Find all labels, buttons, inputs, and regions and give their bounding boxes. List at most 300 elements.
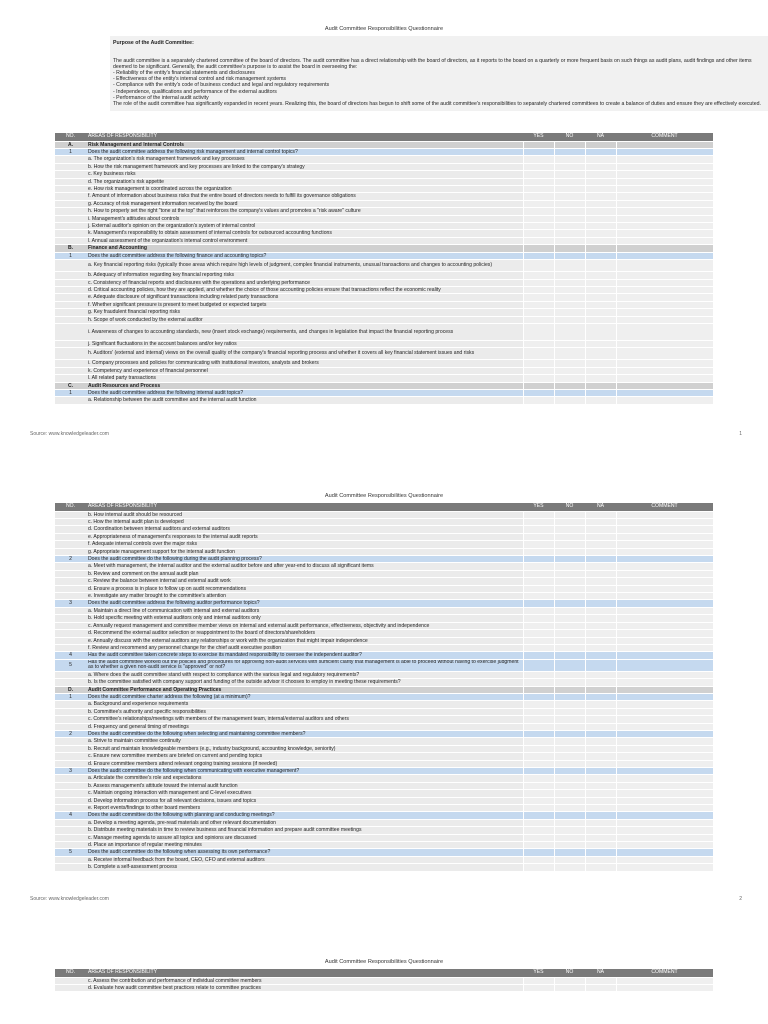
no-cell[interactable] <box>554 849 585 856</box>
na-cell[interactable] <box>585 316 616 323</box>
comment-cell[interactable] <box>616 171 713 178</box>
comment-cell[interactable] <box>616 730 713 737</box>
no-cell[interactable] <box>554 382 585 389</box>
no-cell[interactable] <box>554 797 585 804</box>
no-cell[interactable] <box>554 790 585 797</box>
na-cell[interactable] <box>585 745 616 752</box>
na-cell[interactable] <box>585 782 616 789</box>
yes-cell[interactable] <box>523 533 554 540</box>
no-cell[interactable] <box>554 745 585 752</box>
yes-cell[interactable] <box>523 252 554 259</box>
yes-cell[interactable] <box>523 245 554 252</box>
comment-cell[interactable] <box>616 348 713 360</box>
comment-cell[interactable] <box>616 812 713 819</box>
no-cell[interactable] <box>554 178 585 185</box>
no-cell[interactable] <box>554 768 585 775</box>
comment-cell[interactable] <box>616 570 713 577</box>
na-cell[interactable] <box>585 375 616 382</box>
yes-cell[interactable] <box>523 570 554 577</box>
comment-cell[interactable] <box>616 541 713 548</box>
comment-cell[interactable] <box>616 563 713 570</box>
na-cell[interactable] <box>585 526 616 533</box>
na-cell[interactable] <box>585 223 616 230</box>
comment-cell[interactable] <box>616 679 713 686</box>
na-cell[interactable] <box>585 600 616 607</box>
na-cell[interactable] <box>585 272 616 279</box>
no-cell[interactable] <box>554 600 585 607</box>
yes-cell[interactable] <box>523 272 554 279</box>
na-cell[interactable] <box>585 856 616 863</box>
comment-cell[interactable] <box>616 686 713 693</box>
na-cell[interactable] <box>585 340 616 347</box>
no-cell[interactable] <box>554 977 585 984</box>
na-cell[interactable] <box>585 163 616 170</box>
comment-cell[interactable] <box>616 245 713 252</box>
yes-cell[interactable] <box>523 367 554 374</box>
no-cell[interactable] <box>554 812 585 819</box>
no-cell[interactable] <box>554 842 585 849</box>
comment-cell[interactable] <box>616 223 713 230</box>
na-cell[interactable] <box>585 716 616 723</box>
comment-cell[interactable] <box>616 585 713 592</box>
na-cell[interactable] <box>585 977 616 984</box>
na-cell[interactable] <box>585 519 616 526</box>
comment-cell[interactable] <box>616 622 713 629</box>
no-cell[interactable] <box>554 533 585 540</box>
no-cell[interactable] <box>554 556 585 563</box>
yes-cell[interactable] <box>523 805 554 812</box>
comment-cell[interactable] <box>616 178 713 185</box>
yes-cell[interactable] <box>523 541 554 548</box>
comment-cell[interactable] <box>616 375 713 382</box>
na-cell[interactable] <box>585 730 616 737</box>
no-cell[interactable] <box>554 834 585 841</box>
yes-cell[interactable] <box>523 790 554 797</box>
na-cell[interactable] <box>585 186 616 193</box>
na-cell[interactable] <box>585 768 616 775</box>
na-cell[interactable] <box>585 812 616 819</box>
yes-cell[interactable] <box>523 186 554 193</box>
comment-cell[interactable] <box>616 708 713 715</box>
na-cell[interactable] <box>585 252 616 259</box>
no-cell[interactable] <box>554 316 585 323</box>
yes-cell[interactable] <box>523 149 554 156</box>
comment-cell[interactable] <box>616 760 713 767</box>
comment-cell[interactable] <box>616 768 713 775</box>
comment-cell[interactable] <box>616 716 713 723</box>
comment-cell[interactable] <box>616 775 713 782</box>
na-cell[interactable] <box>585 659 616 671</box>
na-cell[interactable] <box>585 797 616 804</box>
comment-cell[interactable] <box>616 842 713 849</box>
no-cell[interactable] <box>554 526 585 533</box>
no-cell[interactable] <box>554 260 585 272</box>
yes-cell[interactable] <box>523 294 554 301</box>
yes-cell[interactable] <box>523 775 554 782</box>
no-cell[interactable] <box>554 208 585 215</box>
yes-cell[interactable] <box>523 659 554 671</box>
na-cell[interactable] <box>585 309 616 316</box>
no-cell[interactable] <box>554 171 585 178</box>
yes-cell[interactable] <box>523 286 554 293</box>
comment-cell[interactable] <box>616 652 713 659</box>
yes-cell[interactable] <box>523 178 554 185</box>
na-cell[interactable] <box>585 245 616 252</box>
no-cell[interactable] <box>554 730 585 737</box>
na-cell[interactable] <box>585 593 616 600</box>
yes-cell[interactable] <box>523 686 554 693</box>
no-cell[interactable] <box>554 230 585 237</box>
comment-cell[interactable] <box>616 286 713 293</box>
yes-cell[interactable] <box>523 693 554 700</box>
yes-cell[interactable] <box>523 637 554 644</box>
na-cell[interactable] <box>585 389 616 396</box>
na-cell[interactable] <box>585 864 616 871</box>
yes-cell[interactable] <box>523 511 554 518</box>
comment-cell[interactable] <box>616 985 713 992</box>
comment-cell[interactable] <box>616 526 713 533</box>
yes-cell[interactable] <box>523 768 554 775</box>
yes-cell[interactable] <box>523 556 554 563</box>
na-cell[interactable] <box>585 279 616 286</box>
no-cell[interactable] <box>554 864 585 871</box>
na-cell[interactable] <box>585 637 616 644</box>
no-cell[interactable] <box>554 397 585 404</box>
no-cell[interactable] <box>554 659 585 671</box>
yes-cell[interactable] <box>523 563 554 570</box>
comment-cell[interactable] <box>616 237 713 244</box>
na-cell[interactable] <box>585 382 616 389</box>
yes-cell[interactable] <box>523 856 554 863</box>
no-cell[interactable] <box>554 193 585 200</box>
na-cell[interactable] <box>585 607 616 614</box>
comment-cell[interactable] <box>616 186 713 193</box>
comment-cell[interactable] <box>616 382 713 389</box>
na-cell[interactable] <box>585 230 616 237</box>
no-cell[interactable] <box>554 340 585 347</box>
na-cell[interactable] <box>585 301 616 308</box>
no-cell[interactable] <box>554 593 585 600</box>
comment-cell[interactable] <box>616 790 713 797</box>
no-cell[interactable] <box>554 186 585 193</box>
yes-cell[interactable] <box>523 864 554 871</box>
na-cell[interactable] <box>585 323 616 340</box>
comment-cell[interactable] <box>616 849 713 856</box>
no-cell[interactable] <box>554 548 585 555</box>
comment-cell[interactable] <box>616 819 713 826</box>
comment-cell[interactable] <box>616 977 713 984</box>
no-cell[interactable] <box>554 708 585 715</box>
comment-cell[interactable] <box>616 252 713 259</box>
no-cell[interactable] <box>554 156 585 163</box>
na-cell[interactable] <box>585 171 616 178</box>
yes-cell[interactable] <box>523 985 554 992</box>
comment-cell[interactable] <box>616 659 713 671</box>
comment-cell[interactable] <box>616 309 713 316</box>
na-cell[interactable] <box>585 693 616 700</box>
na-cell[interactable] <box>585 397 616 404</box>
comment-cell[interactable] <box>616 671 713 678</box>
yes-cell[interactable] <box>523 593 554 600</box>
no-cell[interactable] <box>554 301 585 308</box>
na-cell[interactable] <box>585 200 616 207</box>
no-cell[interactable] <box>554 309 585 316</box>
na-cell[interactable] <box>585 193 616 200</box>
no-cell[interactable] <box>554 738 585 745</box>
no-cell[interactable] <box>554 200 585 207</box>
comment-cell[interactable] <box>616 316 713 323</box>
no-cell[interactable] <box>554 827 585 834</box>
na-cell[interactable] <box>585 294 616 301</box>
no-cell[interactable] <box>554 375 585 382</box>
comment-cell[interactable] <box>616 389 713 396</box>
comment-cell[interactable] <box>616 782 713 789</box>
na-cell[interactable] <box>585 286 616 293</box>
comment-cell[interactable] <box>616 864 713 871</box>
yes-cell[interactable] <box>523 600 554 607</box>
na-cell[interactable] <box>585 775 616 782</box>
no-cell[interactable] <box>554 141 585 148</box>
na-cell[interactable] <box>585 348 616 360</box>
yes-cell[interactable] <box>523 585 554 592</box>
yes-cell[interactable] <box>523 397 554 404</box>
comment-cell[interactable] <box>616 340 713 347</box>
no-cell[interactable] <box>554 637 585 644</box>
yes-cell[interactable] <box>523 223 554 230</box>
yes-cell[interactable] <box>523 375 554 382</box>
na-cell[interactable] <box>585 548 616 555</box>
na-cell[interactable] <box>585 511 616 518</box>
yes-cell[interactable] <box>523 193 554 200</box>
yes-cell[interactable] <box>523 279 554 286</box>
comment-cell[interactable] <box>616 745 713 752</box>
na-cell[interactable] <box>585 556 616 563</box>
yes-cell[interactable] <box>523 301 554 308</box>
yes-cell[interactable] <box>523 208 554 215</box>
yes-cell[interactable] <box>523 753 554 760</box>
no-cell[interactable] <box>554 323 585 340</box>
comment-cell[interactable] <box>616 637 713 644</box>
no-cell[interactable] <box>554 519 585 526</box>
no-cell[interactable] <box>554 856 585 863</box>
comment-cell[interactable] <box>616 156 713 163</box>
comment-cell[interactable] <box>616 607 713 614</box>
comment-cell[interactable] <box>616 163 713 170</box>
na-cell[interactable] <box>585 819 616 826</box>
yes-cell[interactable] <box>523 171 554 178</box>
na-cell[interactable] <box>585 215 616 222</box>
na-cell[interactable] <box>585 585 616 592</box>
na-cell[interactable] <box>585 701 616 708</box>
no-cell[interactable] <box>554 652 585 659</box>
yes-cell[interactable] <box>523 819 554 826</box>
comment-cell[interactable] <box>616 753 713 760</box>
no-cell[interactable] <box>554 570 585 577</box>
na-cell[interactable] <box>585 842 616 849</box>
na-cell[interactable] <box>585 790 616 797</box>
yes-cell[interactable] <box>523 260 554 272</box>
no-cell[interactable] <box>554 367 585 374</box>
yes-cell[interactable] <box>523 630 554 637</box>
yes-cell[interactable] <box>523 215 554 222</box>
no-cell[interactable] <box>554 348 585 360</box>
comment-cell[interactable] <box>616 533 713 540</box>
yes-cell[interactable] <box>523 644 554 651</box>
na-cell[interactable] <box>585 541 616 548</box>
na-cell[interactable] <box>585 708 616 715</box>
yes-cell[interactable] <box>523 316 554 323</box>
na-cell[interactable] <box>585 723 616 730</box>
comment-cell[interactable] <box>616 294 713 301</box>
na-cell[interactable] <box>585 679 616 686</box>
na-cell[interactable] <box>585 149 616 156</box>
comment-cell[interactable] <box>616 230 713 237</box>
yes-cell[interactable] <box>523 782 554 789</box>
comment-cell[interactable] <box>616 200 713 207</box>
yes-cell[interactable] <box>523 323 554 340</box>
comment-cell[interactable] <box>616 856 713 863</box>
comment-cell[interactable] <box>616 738 713 745</box>
yes-cell[interactable] <box>523 519 554 526</box>
no-cell[interactable] <box>554 578 585 585</box>
na-cell[interactable] <box>585 827 616 834</box>
na-cell[interactable] <box>585 849 616 856</box>
yes-cell[interactable] <box>523 578 554 585</box>
yes-cell[interactable] <box>523 360 554 367</box>
yes-cell[interactable] <box>523 708 554 715</box>
comment-cell[interactable] <box>616 723 713 730</box>
na-cell[interactable] <box>585 563 616 570</box>
no-cell[interactable] <box>554 630 585 637</box>
na-cell[interactable] <box>585 760 616 767</box>
yes-cell[interactable] <box>523 730 554 737</box>
comment-cell[interactable] <box>616 556 713 563</box>
no-cell[interactable] <box>554 149 585 156</box>
yes-cell[interactable] <box>523 671 554 678</box>
no-cell[interactable] <box>554 245 585 252</box>
no-cell[interactable] <box>554 360 585 367</box>
na-cell[interactable] <box>585 985 616 992</box>
no-cell[interactable] <box>554 607 585 614</box>
comment-cell[interactable] <box>616 397 713 404</box>
comment-cell[interactable] <box>616 548 713 555</box>
na-cell[interactable] <box>585 237 616 244</box>
no-cell[interactable] <box>554 223 585 230</box>
comment-cell[interactable] <box>616 208 713 215</box>
yes-cell[interactable] <box>523 760 554 767</box>
no-cell[interactable] <box>554 279 585 286</box>
yes-cell[interactable] <box>523 812 554 819</box>
na-cell[interactable] <box>585 615 616 622</box>
yes-cell[interactable] <box>523 977 554 984</box>
yes-cell[interactable] <box>523 701 554 708</box>
comment-cell[interactable] <box>616 600 713 607</box>
yes-cell[interactable] <box>523 622 554 629</box>
na-cell[interactable] <box>585 834 616 841</box>
yes-cell[interactable] <box>523 745 554 752</box>
no-cell[interactable] <box>554 252 585 259</box>
yes-cell[interactable] <box>523 230 554 237</box>
yes-cell[interactable] <box>523 607 554 614</box>
no-cell[interactable] <box>554 237 585 244</box>
yes-cell[interactable] <box>523 827 554 834</box>
yes-cell[interactable] <box>523 548 554 555</box>
yes-cell[interactable] <box>523 348 554 360</box>
yes-cell[interactable] <box>523 834 554 841</box>
yes-cell[interactable] <box>523 389 554 396</box>
na-cell[interactable] <box>585 141 616 148</box>
na-cell[interactable] <box>585 652 616 659</box>
yes-cell[interactable] <box>523 526 554 533</box>
comment-cell[interactable] <box>616 367 713 374</box>
no-cell[interactable] <box>554 819 585 826</box>
comment-cell[interactable] <box>616 301 713 308</box>
comment-cell[interactable] <box>616 578 713 585</box>
no-cell[interactable] <box>554 215 585 222</box>
no-cell[interactable] <box>554 286 585 293</box>
comment-cell[interactable] <box>616 360 713 367</box>
na-cell[interactable] <box>585 533 616 540</box>
na-cell[interactable] <box>585 630 616 637</box>
no-cell[interactable] <box>554 775 585 782</box>
comment-cell[interactable] <box>616 215 713 222</box>
comment-cell[interactable] <box>616 141 713 148</box>
na-cell[interactable] <box>585 738 616 745</box>
no-cell[interactable] <box>554 716 585 723</box>
no-cell[interactable] <box>554 585 585 592</box>
na-cell[interactable] <box>585 260 616 272</box>
na-cell[interactable] <box>585 578 616 585</box>
comment-cell[interactable] <box>616 797 713 804</box>
no-cell[interactable] <box>554 163 585 170</box>
no-cell[interactable] <box>554 563 585 570</box>
comment-cell[interactable] <box>616 593 713 600</box>
comment-cell[interactable] <box>616 615 713 622</box>
no-cell[interactable] <box>554 805 585 812</box>
comment-cell[interactable] <box>616 272 713 279</box>
comment-cell[interactable] <box>616 630 713 637</box>
yes-cell[interactable] <box>523 382 554 389</box>
no-cell[interactable] <box>554 723 585 730</box>
comment-cell[interactable] <box>616 805 713 812</box>
comment-cell[interactable] <box>616 701 713 708</box>
yes-cell[interactable] <box>523 738 554 745</box>
yes-cell[interactable] <box>523 849 554 856</box>
yes-cell[interactable] <box>523 842 554 849</box>
comment-cell[interactable] <box>616 279 713 286</box>
comment-cell[interactable] <box>616 644 713 651</box>
na-cell[interactable] <box>585 178 616 185</box>
no-cell[interactable] <box>554 693 585 700</box>
na-cell[interactable] <box>585 570 616 577</box>
yes-cell[interactable] <box>523 309 554 316</box>
comment-cell[interactable] <box>616 827 713 834</box>
yes-cell[interactable] <box>523 141 554 148</box>
no-cell[interactable] <box>554 389 585 396</box>
na-cell[interactable] <box>585 686 616 693</box>
na-cell[interactable] <box>585 367 616 374</box>
yes-cell[interactable] <box>523 163 554 170</box>
no-cell[interactable] <box>554 615 585 622</box>
comment-cell[interactable] <box>616 149 713 156</box>
no-cell[interactable] <box>554 644 585 651</box>
yes-cell[interactable] <box>523 340 554 347</box>
yes-cell[interactable] <box>523 200 554 207</box>
comment-cell[interactable] <box>616 511 713 518</box>
na-cell[interactable] <box>585 644 616 651</box>
yes-cell[interactable] <box>523 237 554 244</box>
na-cell[interactable] <box>585 208 616 215</box>
